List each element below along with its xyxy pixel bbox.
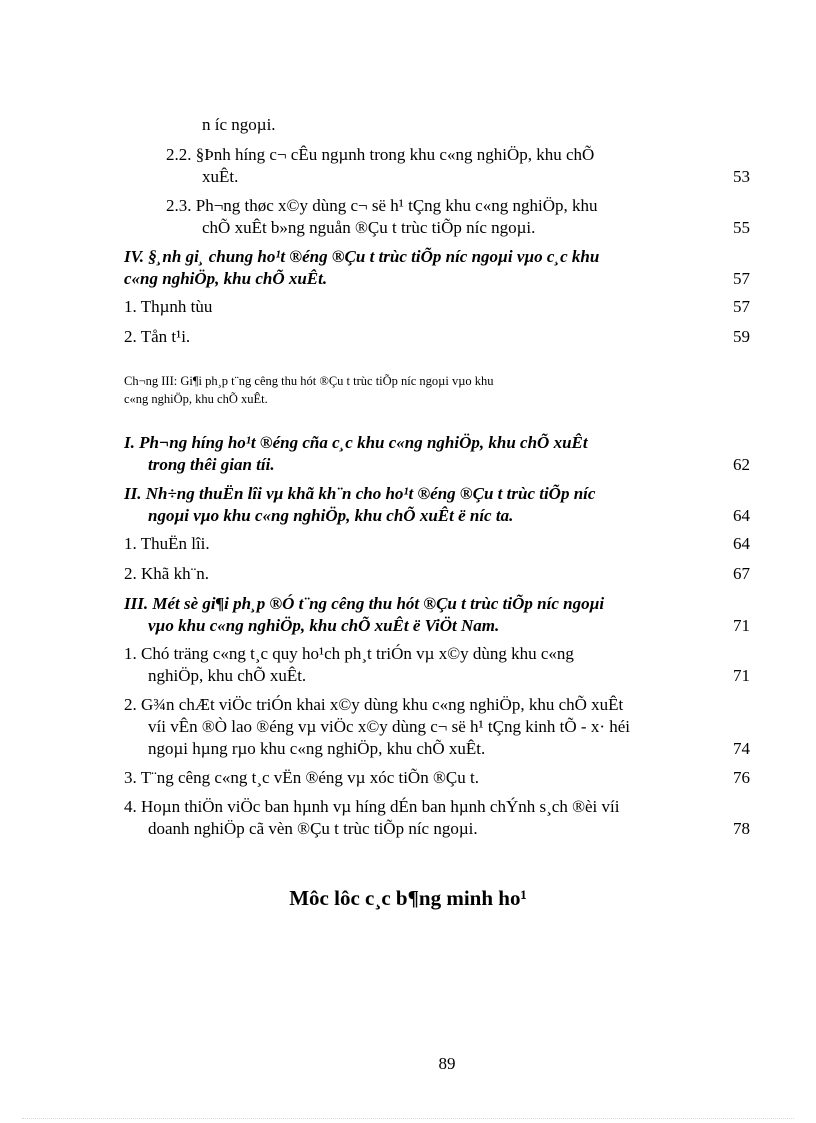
- toc-section-iv[interactable]: IV. §¸nh gi¸ chung ho¹t ®éng ®Çu t trùc tiÕp níc ngoµi vµo c¸c khu c«ng nghiÖp, khu chÕ xuÊt. 57: [124, 247, 750, 288]
- toc-item-text: xuÊt.: [202, 167, 239, 186]
- toc-section-iii[interactable]: III. Mét sè gi¶i ph¸p ®Ó t¨ng cêng thu hót ®Çu t trùc tiÕp níc ngoµi vµo khu c«ng nghiÖp, khu chÕ xuÊt ë ViÖt Nam. 71: [124, 594, 750, 635]
- page-ref: 67: [733, 564, 750, 583]
- page-ref: 64: [733, 534, 750, 553]
- toc-item-iv-2[interactable]: [124, 326, 750, 348]
- toc-continuation: n íc ngoµi.: [202, 115, 276, 134]
- page-bottom-divider: [22, 1118, 794, 1119]
- page-ref: 57: [733, 269, 750, 288]
- toc-item-text: trong thêi gian tíi.: [148, 455, 275, 474]
- page-ref: 71: [733, 666, 750, 685]
- toc-item-text: chÕ xuÊt b»ng nguån ®Çu t trùc tiÕp níc ngoµi.: [202, 218, 536, 237]
- toc-item-text: nghiÖp, khu chÕ xuÊt.: [148, 666, 307, 685]
- toc-item-text: c«ng nghiÖp, khu chÕ xuÊt.: [124, 269, 328, 288]
- toc-item-iii-2[interactable]: 2. G¾n chÆt viÖc triÓn khai x©y dùng khu c«ng nghiÖp, khu chÕ xuÊt víi vÊn ®Ò lao ®éng vµ viÖc x©y dùng c¬ së h¹ tÇng kinh tÕ - x· héi ngoµi hµng rµo khu c«ng nghiÖp, khu chÕ xuÊt. 74: [124, 695, 750, 758]
- page-ref: 62: [733, 455, 750, 474]
- toc-item-text: 1. ThuËn lîi.: [124, 534, 210, 553]
- toc-item-text: ngoµi hµng rµo khu c«ng nghiÖp, khu chÕ xuÊt.: [148, 739, 486, 758]
- toc-item-ii-1[interactable]: [124, 533, 750, 555]
- toc-item-text: vµo khu c«ng nghiÖp, khu chÕ xuÊt ë ViÖt Nam.: [148, 616, 500, 635]
- toc-item-2-2[interactable]: 2.2. §Þnh híng c¬ cÊu ngµnh trong khu c«ng nghiÖp, khu chÕ xuÊt. 53: [166, 145, 750, 186]
- toc-item-2-3[interactable]: 2.3. Ph¬ng thøc x©y dùng c¬ së h¹ tÇng khu c«ng nghiÖp, khu chÕ xuÊt b»ng nguån ®Çu t trùc tiÕp níc ngoµi. 55: [166, 196, 750, 237]
- toc-item-text: 2. Tån t¹i.: [124, 327, 191, 346]
- toc-item-text: ngoµi vµo khu c«ng nghiÖp, khu chÕ xuÊt ë níc ta.: [148, 506, 514, 525]
- page-ref: 78: [733, 819, 750, 838]
- page-ref: 59: [733, 327, 750, 346]
- toc-item-text: 2. Khã kh¨n.: [124, 564, 209, 583]
- page-ref: 55: [733, 218, 750, 237]
- section-title: Môc lôc c¸c b¶ng minh ho¹: [289, 886, 527, 910]
- toc-section-ii[interactable]: II. Nh÷ng thuËn lîi vµ khã kh¨n cho ho¹t ®éng ®Çu t trùc tiÕp níc ngoµi vµo khu c«ng nghiÖp, khu chÕ xuÊt ë níc ta. 64: [124, 484, 750, 525]
- page-ref: 76: [733, 768, 750, 787]
- toc-item-iii-1[interactable]: 1. Chó träng c«ng t¸c quy ho¹ch ph¸t triÓn vµ x©y dùng khu c«ng nghiÖp, khu chÕ xuÊt. 71: [124, 644, 750, 685]
- toc-item-iii-3[interactable]: [124, 767, 750, 789]
- page-ref: 64: [733, 506, 750, 525]
- page-ref: 74: [733, 739, 750, 758]
- toc-section-i[interactable]: I. Ph¬ng híng ho¹t ®éng cña c¸c khu c«ng nghiÖp, khu chÕ xuÊt trong thêi gian tíi. 62: [124, 433, 750, 474]
- page-ref: 71: [733, 616, 750, 635]
- toc-item-iii-4[interactable]: 4. Hoµn thiÖn viÖc ban hµnh vµ híng dÉn ban hµnh chÝnh s¸ch ®èi víi doanh nghiÖp cã vèn ®Çu t trùc tiÕp níc ngoµi. 78: [124, 797, 750, 838]
- page-ref: 53: [733, 167, 750, 186]
- toc-chapter-iii[interactable]: Ch¬ng III: Gi¶i ph¸p t¨ng cêng thu hót ®Çu t trùc tiÕp níc ngoµi vµo khu c«ng nghiÖp, khu chÕ xuÊt.: [124, 374, 494, 406]
- toc-item-text: doanh nghiÖp cã vèn ®Çu t trùc tiÕp níc ngoµi.: [148, 819, 478, 838]
- toc-item-iv-1[interactable]: [124, 296, 750, 318]
- page-ref: 57: [733, 297, 750, 316]
- toc-item-ii-2[interactable]: [124, 563, 750, 585]
- toc-item-text: 1. Thµnh tùu: [124, 297, 213, 316]
- toc-item-text: 3. T¨ng cêng c«ng t¸c vËn ®éng vµ xóc tiÕn ®Çu t.: [124, 768, 479, 787]
- page-number: 89: [438, 1054, 456, 1073]
